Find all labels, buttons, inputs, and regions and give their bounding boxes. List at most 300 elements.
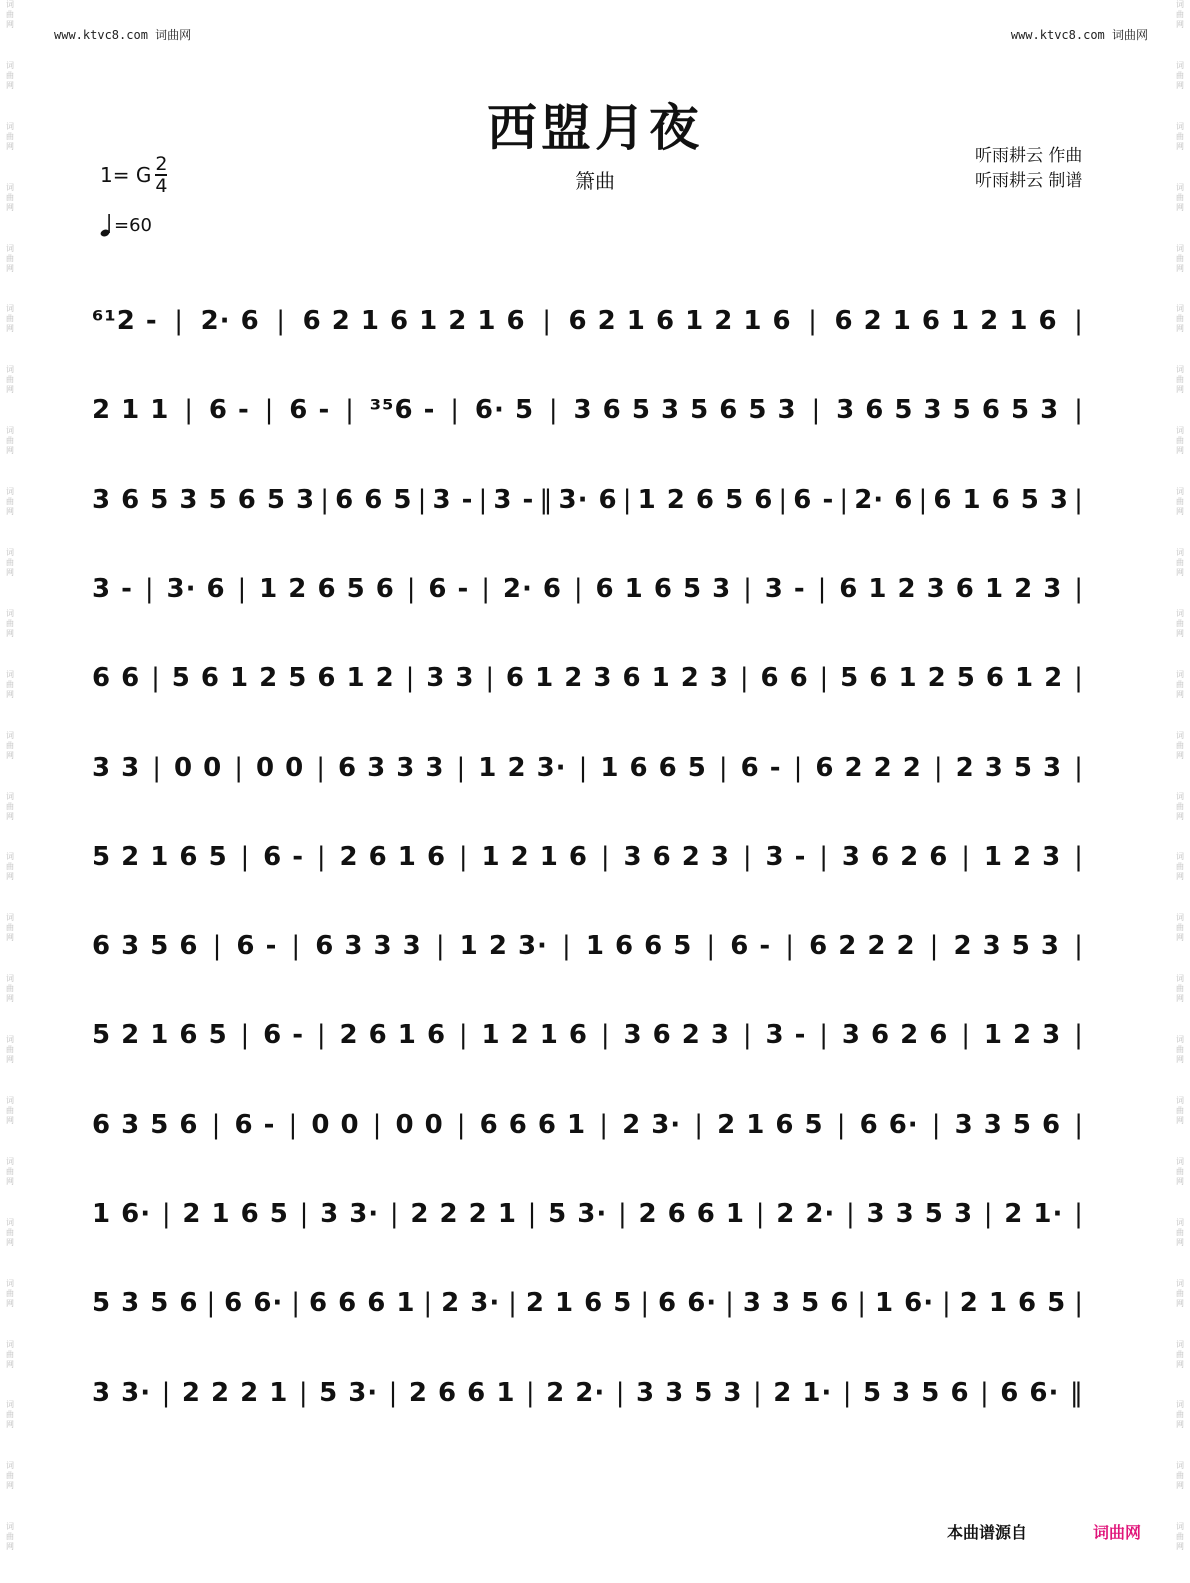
measure: 6 6 6 1 (308, 1288, 416, 1318)
barline: | (819, 663, 830, 693)
watermark-char: 词 (6, 1278, 14, 1288)
measure: 1 2 3· (478, 753, 567, 783)
watermark-char: 网 (6, 872, 14, 882)
watermark-char: 网 (6, 811, 14, 821)
score-line (92, 1014, 1084, 1056)
measure: 5 2 1 6 5 (92, 842, 228, 872)
watermark-char: 曲 (6, 70, 14, 80)
measure: 5 2 1 6 5 (92, 1020, 228, 1050)
barline: | (842, 1378, 853, 1408)
measure: 3 6 5 3 5 6 5 3 (836, 395, 1060, 425)
credits (975, 144, 1082, 194)
watermark-char: 曲 (6, 1045, 14, 1055)
watermark-char: 曲 (6, 314, 14, 324)
measure: 6 - (236, 931, 278, 961)
barline: | (276, 306, 287, 336)
measure: 2 3 5 3 (953, 931, 1061, 961)
barline: | (174, 306, 185, 336)
song-subtitle: 箫曲 (575, 169, 615, 193)
watermark-char: 曲 (6, 131, 14, 141)
watermark-char: 网 (6, 568, 14, 578)
watermark-char: 曲 (6, 1410, 14, 1420)
watermark-char: 词 (1176, 608, 1184, 618)
watermark-char: 网 (6, 507, 14, 517)
measure: 6 - (263, 842, 305, 872)
measure: 6 3 3 3 (315, 931, 422, 961)
barline: | (983, 1199, 994, 1229)
watermark-char: 曲 (1176, 1471, 1184, 1481)
watermark-char: 词 (1176, 1461, 1184, 1471)
barline: | (527, 1199, 538, 1229)
measure: 1 6 6 5 (600, 753, 707, 783)
watermark-char: 词 (1176, 548, 1184, 558)
barline: | (1074, 1020, 1084, 1050)
watermark-char: 网 (6, 1116, 14, 1126)
barline: | (548, 395, 559, 425)
barline: | (152, 753, 162, 783)
watermark-char: 词 (6, 1035, 14, 1045)
watermark-char: 曲 (1176, 1410, 1184, 1420)
watermark-char: 曲 (1176, 1045, 1184, 1055)
barline: | (288, 1110, 299, 1140)
measure: 5 3· (548, 1199, 608, 1229)
barline: | (291, 1288, 301, 1318)
measure: 3 3 5 3 (635, 1378, 743, 1408)
watermark-char: 词 (6, 1461, 14, 1471)
barline: | (1074, 1199, 1084, 1229)
watermark-char: 网 (1176, 811, 1184, 821)
barline: | (578, 753, 589, 783)
watermark-char: 词 (6, 608, 14, 618)
watermark-char: 词 (1176, 1217, 1184, 1227)
watermark-char: 曲 (6, 862, 14, 872)
footer-brand[interactable]: 词曲网 (1093, 1523, 1142, 1542)
watermark-char: 曲 (1176, 984, 1184, 994)
barline: | (755, 1199, 766, 1229)
watermark-char: 曲 (1176, 558, 1184, 568)
barline: | (299, 1199, 310, 1229)
barline: | (599, 1110, 609, 1140)
song-title: 西盟月夜 (487, 99, 703, 157)
barline: | (836, 1110, 847, 1140)
barline: | (1074, 842, 1084, 872)
measure: 1 2 6 5 6 (259, 574, 395, 604)
barline: | (388, 1378, 399, 1408)
barline: | (481, 574, 491, 604)
score-line (92, 1193, 1084, 1235)
watermark-char: 曲 (1176, 436, 1184, 446)
score-line (92, 568, 1084, 610)
measure: 3 3 (426, 663, 475, 693)
watermark-char: 词 (1176, 913, 1184, 923)
watermark-char: 网 (6, 1542, 14, 1552)
barline: | (742, 1020, 753, 1050)
footer-source-label: 本曲谱源自 (947, 1523, 1028, 1542)
watermark-char: 曲 (6, 1288, 14, 1298)
watermark-char: 曲 (1176, 801, 1184, 811)
score-line (92, 389, 1084, 431)
watermark-char: 曲 (1176, 192, 1184, 202)
measure: 1 2 3 (983, 842, 1062, 872)
watermark-char: 网 (1176, 872, 1184, 882)
watermark-char: 曲 (1176, 618, 1184, 628)
watermark-char: 词 (1176, 1522, 1184, 1532)
key-signature (100, 154, 167, 196)
watermark-char: 网 (6, 750, 14, 760)
watermark-char: 网 (1176, 1542, 1184, 1552)
watermark-char: 网 (1176, 1298, 1184, 1308)
watermark-char: 曲 (6, 192, 14, 202)
measure: 6 1 2 3 6 1 2 3 (505, 663, 730, 693)
watermark-char: 网 (1176, 202, 1184, 212)
measure: 6 - (428, 574, 470, 604)
barline: ‖ (539, 485, 554, 515)
watermark-char: 网 (1176, 80, 1184, 90)
watermark-char: 词 (6, 974, 14, 984)
measure: 2 2· (546, 1378, 606, 1408)
watermark-char: 词 (1176, 304, 1184, 314)
measure: 5 3· (319, 1378, 379, 1408)
measure: ⁶¹2 - (92, 306, 158, 336)
barline: | (1074, 663, 1084, 693)
measure: 2 1· (773, 1378, 833, 1408)
watermark-char: 曲 (1176, 1349, 1184, 1359)
barline: | (316, 842, 327, 872)
measure: 6 - (793, 485, 835, 515)
measure: 6 - (730, 931, 772, 961)
measure: 3 3 5 3 (866, 1199, 974, 1229)
watermark-char: 网 (6, 202, 14, 212)
watermark-char: 词 (1176, 60, 1184, 70)
watermark-char: 词 (6, 426, 14, 436)
barline: | (600, 1020, 611, 1050)
watermark-char: 曲 (6, 1532, 14, 1542)
measure: 6 - (234, 1110, 276, 1140)
barline: | (316, 1020, 327, 1050)
watermark-char: 网 (1176, 263, 1184, 273)
barline: | (785, 931, 796, 961)
watermark-char: 网 (6, 263, 14, 273)
score-line (92, 1104, 1084, 1146)
watermark-char: 曲 (6, 1471, 14, 1481)
barline: | (405, 663, 416, 693)
barline: | (743, 574, 753, 604)
measure: 3 3· (92, 1378, 152, 1408)
measure: 3 - (765, 842, 807, 872)
measure: 3· 6 (166, 574, 226, 604)
watermark-char: 词 (6, 243, 14, 253)
barline: | (808, 306, 818, 336)
measure: 6 2 1 6 1 2 1 6 (834, 306, 1058, 336)
watermark-char: 词 (6, 1156, 14, 1166)
measure: 2 1· (1004, 1199, 1064, 1229)
barline: | (211, 1110, 222, 1140)
barline: | (508, 1288, 518, 1318)
watermark-char: 曲 (1176, 375, 1184, 385)
barline: | (742, 842, 753, 872)
watermark-char: 网 (6, 80, 14, 90)
measure: 1 2 6 5 6 (637, 485, 774, 515)
barline: | (485, 663, 496, 693)
watermark-char: 词 (1176, 487, 1184, 497)
measure: 5 6 1 2 5 6 1 2 (171, 663, 395, 693)
measure: 1 2 3 (983, 1020, 1062, 1050)
barline: | (478, 485, 489, 515)
barline: | (1074, 485, 1084, 515)
barline: | (839, 485, 850, 515)
measure: 6 3 3 3 (338, 753, 445, 783)
barline: | (240, 842, 251, 872)
barline: | (458, 1020, 469, 1050)
measure: 1 6· (874, 1288, 935, 1318)
barline: | (161, 1199, 172, 1229)
measure: 0 0 (256, 753, 305, 783)
barline: | (793, 753, 804, 783)
barline: | (929, 931, 940, 961)
measure: 0 0 (395, 1110, 444, 1140)
measure: 1 2 1 6 (481, 842, 589, 872)
measure: 6 6 5 (335, 485, 413, 515)
watermark-char: 词 (6, 182, 14, 192)
barline: | (739, 663, 750, 693)
measure: 5 6 1 2 5 6 1 2 (840, 663, 1064, 693)
watermark-char: 曲 (6, 497, 14, 507)
watermark-char: 曲 (6, 1166, 14, 1176)
measure: 2 1 6 5 (525, 1288, 633, 1318)
barline: | (206, 1288, 217, 1318)
watermark-char: 网 (6, 628, 14, 638)
watermark-char: 曲 (1176, 10, 1184, 19)
barline: | (694, 1110, 705, 1140)
barline: | (234, 753, 244, 783)
measure: 6 1 2 3 6 1 2 3 (839, 574, 1063, 604)
watermark-char: 曲 (6, 558, 14, 568)
measure: 6 - (208, 395, 250, 425)
barline: | (345, 395, 355, 425)
watermark-char: 词 (1176, 426, 1184, 436)
watermark-char: 网 (6, 324, 14, 334)
watermark-char: 曲 (1176, 70, 1184, 80)
watermark-char: 词 (6, 669, 14, 679)
measure: 2 3· (441, 1288, 501, 1318)
right-watermark-strip (1173, 0, 1187, 1583)
left-watermark-strip (3, 0, 17, 1583)
barline: | (1074, 1110, 1084, 1140)
barline: | (417, 485, 428, 515)
measure: 3 3 5 6 (742, 1288, 850, 1318)
watermark-char: 词 (1176, 852, 1184, 862)
measure: ³⁵6 - (369, 395, 436, 425)
measure: 2 6 1 6 (339, 842, 447, 872)
measure: 3 6 2 6 (841, 842, 949, 872)
barline: | (573, 574, 584, 604)
measure: 6 2 2 2 (809, 931, 916, 961)
measure: 2· 6 (502, 574, 562, 604)
barline: | (961, 842, 971, 872)
measure: 6 1 6 5 3 (595, 574, 732, 604)
score-line (92, 1372, 1084, 1414)
watermark-char: 网 (1176, 1481, 1184, 1491)
barline: | (1074, 931, 1084, 961)
watermark-char: 网 (1176, 141, 1184, 151)
watermark-char: 词 (1176, 1400, 1184, 1410)
measure: 2 2 2 1 (181, 1378, 289, 1408)
barline: | (525, 1378, 536, 1408)
watermark-char: 网 (1176, 446, 1184, 456)
measure: 6 2 1 6 1 2 1 6 (302, 306, 526, 336)
arranger-credit: 听雨耕云 制谱 (975, 171, 1083, 191)
time-signature-top: 2 (155, 153, 168, 175)
watermark-char: 网 (6, 20, 14, 29)
watermark-char: 曲 (1176, 740, 1184, 750)
watermark-char: 曲 (6, 436, 14, 446)
measure: 0 0 (174, 753, 223, 783)
watermark-char: 词 (6, 0, 14, 9)
barline: | (184, 395, 195, 425)
barline: | (372, 1110, 383, 1140)
barline: | (980, 1378, 990, 1408)
tempo-value: =60 (114, 214, 152, 236)
measure: 2 6 6 1 (638, 1199, 745, 1229)
barline: | (264, 395, 275, 425)
barline: | (1074, 1288, 1084, 1318)
watermark-char: 网 (1176, 628, 1184, 638)
watermark-char: 网 (1176, 20, 1184, 29)
barline: | (615, 1378, 626, 1408)
measure: 6 1 6 5 3 (933, 485, 1069, 515)
watermark-char: 词 (6, 1217, 14, 1227)
barline: | (600, 842, 611, 872)
watermark-char: 网 (1176, 689, 1184, 699)
watermark-char: 词 (1176, 365, 1184, 375)
measure: 0 0 (311, 1110, 360, 1140)
barline: | (640, 1288, 651, 1318)
barline: | (706, 931, 717, 961)
site-url-right[interactable]: www.ktvc8.com 词曲网 (1010, 28, 1148, 42)
barline: | (406, 574, 417, 604)
watermark-char: 网 (1176, 568, 1184, 578)
watermark-char: 网 (6, 689, 14, 699)
watermark-char: 曲 (1176, 314, 1184, 324)
measure: 6 3 5 6 (92, 931, 199, 961)
measure: 3 3 (92, 753, 141, 783)
measure: 3 3· (320, 1199, 380, 1229)
barline: | (725, 1288, 735, 1318)
watermark-char: 网 (6, 1481, 14, 1491)
barline: | (752, 1378, 763, 1408)
watermark-char: 网 (6, 1298, 14, 1308)
watermark-char: 网 (6, 385, 14, 395)
watermark-char: 网 (1176, 994, 1184, 1004)
watermark-char: 词 (1176, 1035, 1184, 1045)
measure: 3 3 5 6 (954, 1110, 1062, 1140)
measure: 2 3· (622, 1110, 682, 1140)
watermark-char: 词 (6, 548, 14, 558)
watermark-char: 词 (1176, 1339, 1184, 1349)
barline: | (817, 574, 828, 604)
watermark-char: 词 (6, 487, 14, 497)
measure: 1 2 3· (459, 931, 548, 961)
watermark-char: 词 (6, 365, 14, 375)
measure: 6 2 1 6 1 2 1 6 (568, 306, 792, 336)
measure: 2 3 5 3 (955, 753, 1063, 783)
measure: 2 1 6 5 (959, 1288, 1067, 1318)
time-signature (155, 154, 167, 196)
watermark-char: 词 (1176, 730, 1184, 740)
watermark-char: 词 (1176, 243, 1184, 253)
watermark-char: 曲 (6, 618, 14, 628)
watermark-char: 词 (1176, 1156, 1184, 1166)
watermark-char: 网 (6, 1420, 14, 1430)
barline: | (961, 1020, 971, 1050)
measure: 3· 6 (558, 485, 618, 515)
measure: 3 - (432, 485, 474, 515)
watermark-char: 曲 (1176, 131, 1184, 141)
watermark-char: 网 (6, 1176, 14, 1186)
barline: | (933, 753, 944, 783)
watermark-char: 曲 (6, 679, 14, 689)
watermark-char: 曲 (6, 10, 14, 19)
barline: | (144, 574, 155, 604)
watermark-char: 词 (6, 1400, 14, 1410)
time-signature-bottom: 4 (155, 175, 168, 197)
watermark-char: 词 (6, 60, 14, 70)
barline: | (1074, 395, 1084, 425)
watermark-char: 网 (1176, 507, 1184, 517)
barline: | (237, 574, 248, 604)
measure: 6 3 5 6 (92, 1110, 199, 1140)
watermark-char: 曲 (6, 1349, 14, 1359)
watermark-char: 网 (6, 446, 14, 456)
measure: 3 - (92, 574, 133, 604)
measure: 2· 6 (200, 306, 260, 336)
barline: | (291, 931, 302, 961)
watermark-char: 网 (1176, 1237, 1184, 1247)
watermark-char: 网 (6, 1055, 14, 1065)
measure: 2 1 1 (92, 395, 170, 425)
measure: 6 6· (1000, 1378, 1060, 1408)
score-line (92, 836, 1084, 878)
barline: | (240, 1020, 251, 1050)
barline: | (450, 395, 461, 425)
measure: 2 1 6 5 (717, 1110, 824, 1140)
measure: 5 3 5 6 (863, 1378, 970, 1408)
site-url-left[interactable]: www.ktvc8.com 词曲网 (54, 28, 192, 42)
barline: | (423, 1288, 434, 1318)
barline: | (718, 753, 729, 783)
barline: | (316, 753, 326, 783)
watermark-char: 网 (6, 141, 14, 151)
measure: 6 2 2 2 (815, 753, 922, 783)
measure: 1 6 6 5 (585, 931, 693, 961)
score-line (92, 300, 1084, 342)
barline: | (298, 1378, 309, 1408)
measure: 2· 6 (854, 485, 914, 515)
watermark-char: 网 (1176, 385, 1184, 395)
watermark-char: 词 (1176, 669, 1184, 679)
measure: 1 6· (92, 1199, 152, 1229)
barline: | (846, 1199, 856, 1229)
watermark-char: 网 (1176, 933, 1184, 943)
barline: | (778, 485, 789, 515)
barline: | (562, 931, 572, 961)
watermark-char: 词 (1176, 791, 1184, 801)
watermark-char: 曲 (1176, 923, 1184, 933)
quarter-note-icon (100, 212, 112, 238)
barline: | (456, 753, 467, 783)
measure: 6 6· (224, 1288, 284, 1318)
watermark-char: 词 (6, 1339, 14, 1349)
